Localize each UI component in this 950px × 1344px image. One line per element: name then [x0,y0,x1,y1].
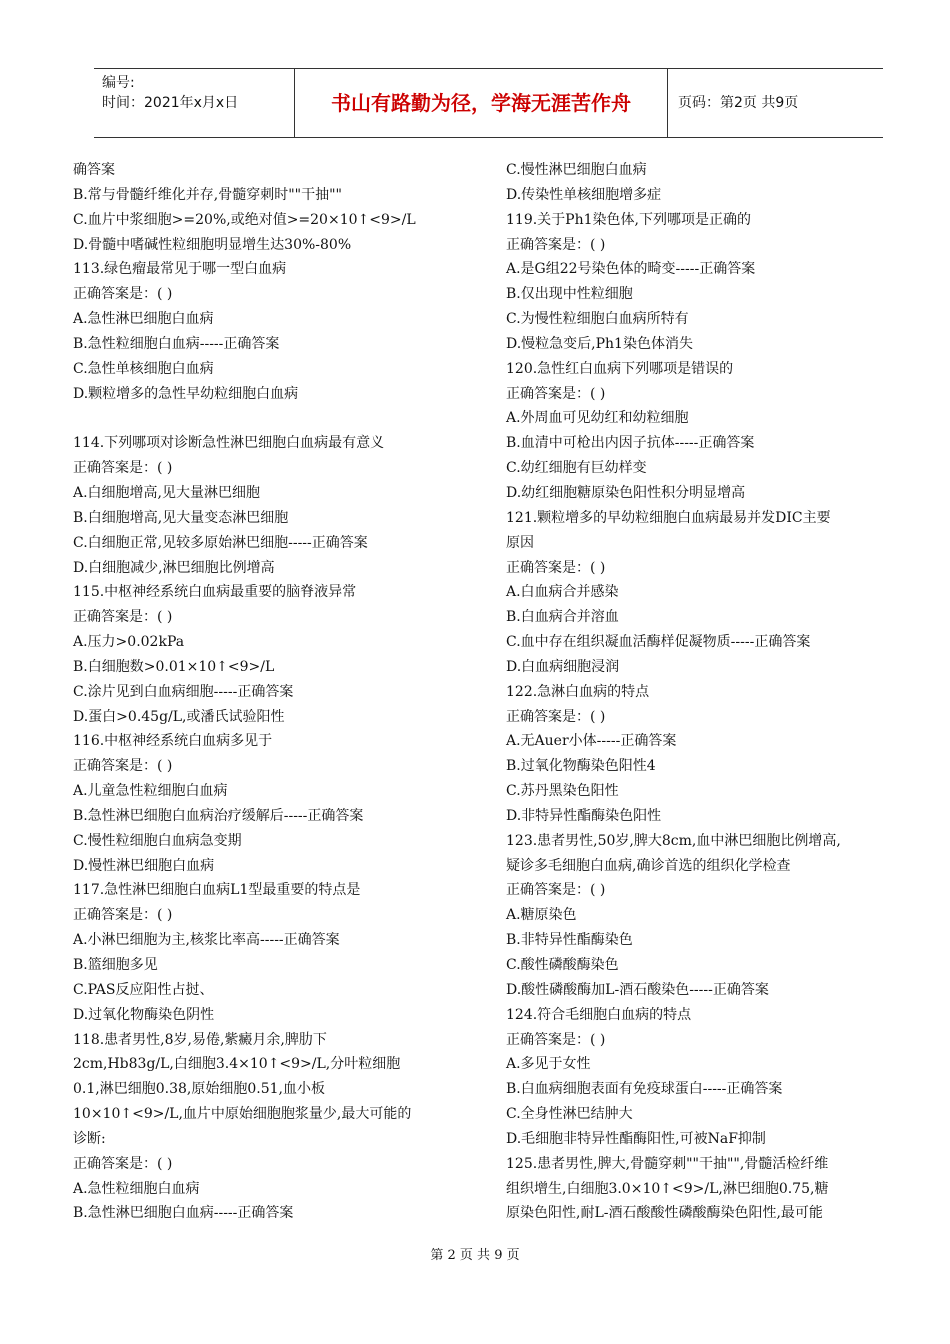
text-line: B.常与骨髓纤维化并存,骨髓穿刺时""干抽"" [73,186,342,203]
text-line: B.仅出现中性粒细胞 [506,286,633,303]
text-line: B.白血病细胞表面有免疫球蛋白-----正确答案 [506,1081,783,1098]
text-line: 113.绿色瘤最常见于哪一型白血病 [73,261,287,278]
text-line: C.苏丹黑染色阳性 [506,783,619,800]
text-line: A.白细胞增高,见大量淋巴细胞 [73,484,261,501]
text-line: 122.急淋白血病的特点 [506,683,650,700]
text-line: C.白细胞正常,见较多原始淋巴细胞-----正确答案 [73,534,368,551]
text-line: D.白血病细胞浸润 [506,658,620,675]
text-line: C.血片中浆细胞>=20%,或绝对值>=20×10↑<9>/L [73,211,416,228]
text-line: C.PAS反应阳性占挝、 [73,981,214,998]
text-line: D.非特异性酯酶染色阳性 [506,807,662,824]
text-line: D.骨髓中嗜碱性粒细胞明显增生达30%-80% [73,236,352,253]
text-line: 正确答案是：( ) [73,758,173,775]
text-line: 正确答案是：( ) [506,559,606,576]
text-line: D.过氧化物酶染色阴性 [73,1006,215,1023]
text-line: B.过氧化物酶染色阳性4 [506,758,656,775]
text-line: 正确答案是：( ) [506,385,606,402]
text-line: 10×10↑<9>/L,血片中原始细胞胞浆量少,最大可能的 [73,1106,412,1123]
text-line: 120.急性红白血病下列哪项是错误的 [506,360,734,377]
page-header [94,68,883,138]
text-line: 正确答案是：( ) [73,609,173,626]
text-line: A.小淋巴细胞为主,核浆比率高-----正确答案 [73,932,340,949]
text-line: 正确答案是：( ) [73,1155,173,1172]
text-line: B.急性淋巴细胞白血病-----正确答案 [73,1205,294,1222]
left-column [73,158,473,1226]
text-line: D.蛋白>0.45g/L,或潘氏试验阳性 [73,708,285,725]
header-page-label: 页码：第2页 共9页 [678,95,799,111]
text-line: A.外周血可见幼红和幼粒细胞 [506,410,689,427]
text-line: 正确答案是：( ) [506,882,606,899]
text-line: B.血清中可枪出内因子抗体-----正确答案 [506,435,755,452]
header-time-label: 时间：2021年x月x日 [102,95,239,111]
text-line: D.慢粒急变后,Ph1染色体消失 [506,335,693,352]
text-line: A.儿童急性粒细胞白血病 [73,783,228,800]
text-line: A.无Auer小体-----正确答案 [506,733,677,750]
right-column [506,158,910,1226]
text-line: C.全身性淋巴结肿大 [506,1106,633,1123]
text-line [73,406,473,431]
text-line: 114.下列哪项对诊断急性淋巴细胞白血病最有意义 [73,435,385,452]
text-line: C.酸性磷酸酶染色 [506,957,619,973]
text-line: D.幼红细胞糖原染色阳性积分明显增高 [506,484,746,501]
text-line: 正确答案是：( ) [506,236,606,253]
text-line: B.非特异性酯酶染色 [506,932,633,949]
text-line: A.压力>0.02kPa [73,634,185,651]
text-line: 125.患者男性,脾大,骨髓穿刺""干抽"",骨髓活检纤维 [506,1155,829,1172]
text-line: 0.1,淋巴细胞0.38,原始细胞0.51,血小板 [73,1081,325,1098]
text-line: 正确答案是：( ) [506,708,606,725]
text-line: B.白血病合并溶血 [506,609,619,626]
header-number-label: 编号: [102,75,135,91]
text-line: D.酸性磷酸酶加L-酒石酸染色-----正确答案 [506,981,769,998]
text-line: B.白细胞增高,见大量变态淋巴细胞 [73,509,289,526]
text-line: D.毛细胞非特异性酯酶阳性,可被NaF抑制 [506,1130,766,1147]
text-line: 119.关于Ph1染色体,下列哪项是正确的 [506,211,751,228]
text-line: A.急性淋巴细胞白血病 [73,311,214,328]
text-line: D.颗粒增多的急性早幼粒细胞白血病 [73,385,299,402]
text-line: D.传染性单核细胞增多症 [506,186,662,203]
text-line: C.慢性淋巴细胞白血病 [506,162,647,178]
text-line: A.急性粒细胞白血病 [73,1180,200,1197]
text-line: 确答案 [73,162,115,178]
text-line: 正确答案是：( ) [73,907,173,924]
text-line: C.血中存在组织凝血活酶样促凝物质-----正确答案 [506,634,811,651]
text-line: A.多见于女性 [506,1056,591,1073]
text-line: 疑诊多毛细胞白血病,确诊首选的组织化学检查 [506,857,791,874]
text-line: C.幼红细胞有巨幼样变 [506,460,647,477]
text-line: 2cm,Hb83g/L,白细胞3.4×10↑<9>/L,分叶粒细胞 [73,1056,401,1073]
text-line: 正确答案是：( ) [73,286,173,303]
text-line: A.白血病合并感染 [506,584,619,601]
text-line: 115.中枢神经系统白血病最重要的脑脊液异常 [73,584,357,601]
text-line: 118.患者男性,8岁,易倦,紫癜月余,脾肋下 [73,1031,327,1048]
text-line: C.急性单核细胞白血病 [73,360,214,377]
text-line: C.为慢性粒细胞白血病所特有 [506,311,689,328]
text-line: 116.中枢神经系统白血病多见于 [73,733,273,750]
text-line: A.糖原染色 [506,907,577,924]
text-line: D.白细胞减少,淋巴细胞比例增高 [73,559,275,576]
page-footer: 第 2 页 共 9 页 [430,1248,520,1263]
text-line: 原因 [506,534,534,551]
text-line: D.慢性淋巴细胞白血病 [73,857,215,874]
text-line: B.篮细胞多见 [73,957,158,973]
text-line: B.急性淋巴细胞白血病治疗缓解后-----正确答案 [73,807,364,824]
text-line: C.涂片见到白血病细胞-----正确答案 [73,683,294,700]
text-line: 诊断: [73,1130,106,1147]
header-info-cell [94,69,295,137]
text-line: 组织增生,白细胞3.0×10↑<9>/L,淋巴细胞0.75,糖 [506,1180,829,1197]
text-line: 原染色阳性,耐L-酒石酸酸性磷酸酶染色阳性,最可能 [506,1205,823,1222]
text-line: 正确答案是：( ) [73,460,173,477]
text-line: 正确答案是：( ) [506,1031,606,1048]
text-line: B.急性粒细胞白血病-----正确答案 [73,335,280,352]
text-line: B.白细胞数>0.01×10↑<9>/L [73,658,275,675]
text-line: 117.急性淋巴细胞白血病L1型最重要的特点是 [73,882,361,899]
text-line: A.是G组22号染色体的畸变-----正确答案 [506,261,756,278]
text-line: 123.患者男性,50岁,脾大8cm,血中淋巴细胞比例增高, [506,832,841,849]
text-line: C.慢性粒细胞白血病急变期 [73,832,242,849]
text-line: 121.颗粒增多的早幼粒细胞白血病最易并发DIC主要 [506,509,831,526]
text-line: 124.符合毛细胞白血病的特点 [506,1006,692,1023]
header-motto: 书山有路勤为径，学海无涯苦作舟 [295,69,668,137]
